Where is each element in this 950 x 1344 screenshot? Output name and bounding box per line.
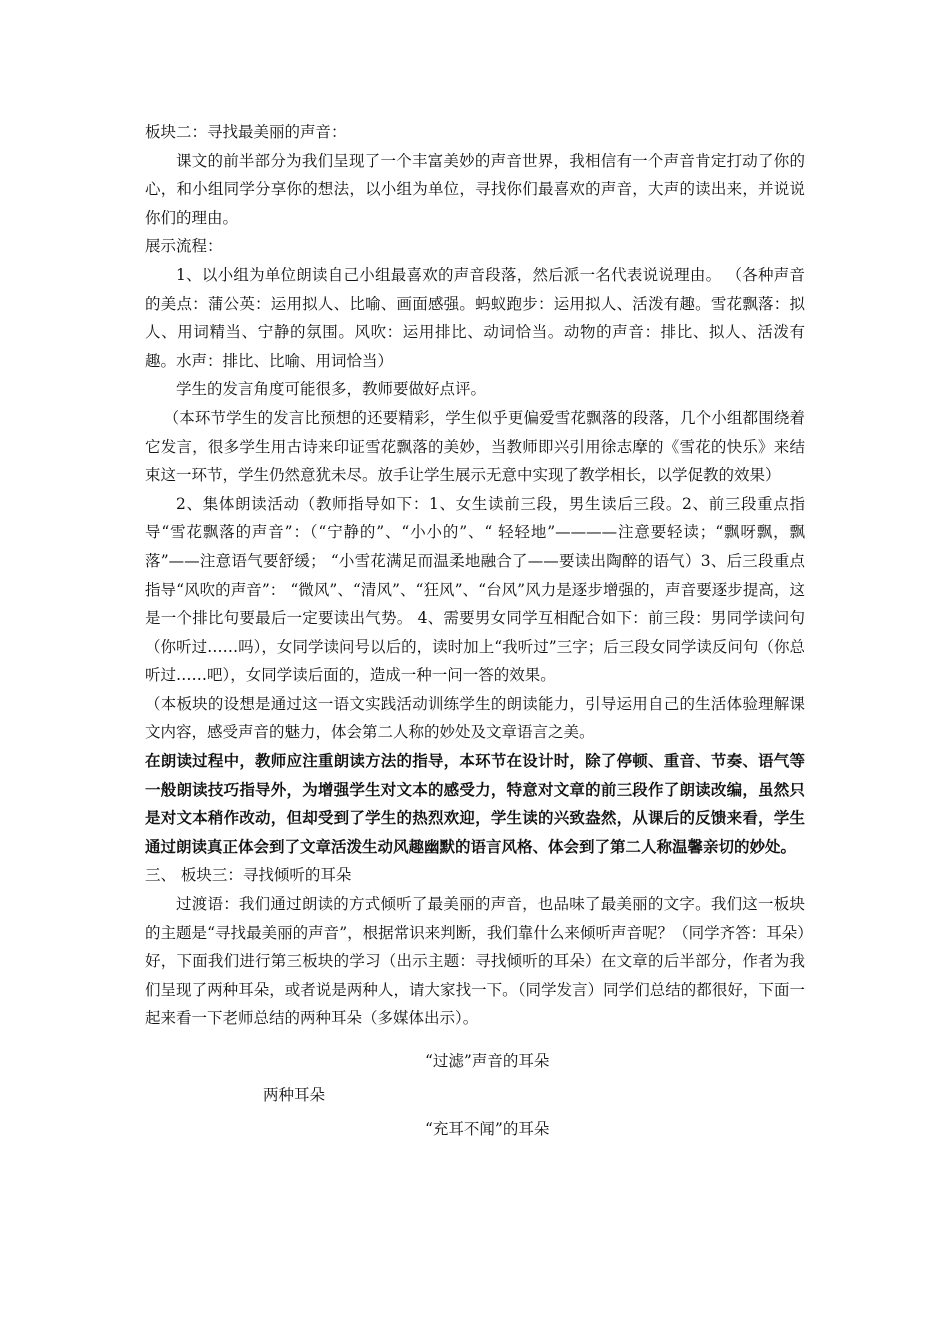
step1-note: 学生的发言角度可能很多，教师要做好点评。	[176, 380, 487, 399]
two-ears-diagram	[145, 1047, 805, 1157]
reflection1-paragraph: （本环节学生的发言比预想的还要精彩，学生似乎更偏爱雪花飘落的段落，几个小组都围绕着它发言，很多学生用古诗来印证雪花飘落的美妙，当教师即兴引用徐志摩的《雪花的快乐》来结束这一环节，学生仍然意犹未尽。放手让学生展示无意中实现了教学相长，以学促教的效果）	[145, 408, 805, 485]
section3-transition: 过渡语：我们通过朗读的方式倾听了最美丽的声音，也品味了最美丽的文字。我们这一板块的主题是“寻找最美丽的声音”，根据常识来判断，我们靠什么来倾听声音呢？（同学齐答：耳朵）好，下面我们进行第三板块的学习（出示主题：寻找倾听的耳朵）在文章的后半部分，作者为我们呈现了两种耳朵，或者说是两种人，请大家找一下。（同学发言）同学们总结的都很好，下面一起来看一下老师总结的两种耳朵（多媒体出示）。	[145, 895, 805, 1028]
section2-heading: 板块二：寻找最美丽的声音：	[145, 123, 347, 141]
diagram-center-label: 两种耳朵	[263, 1086, 326, 1104]
reflection2-paragraph: （本板块的设想是通过这一语文实践活动训练学生的朗读能力，引导运用自己的生活体验理解课文内容，感受声音的魅力，体会第二人称的妙处及文章语言之美。	[145, 694, 805, 742]
document-body	[145, 118, 805, 1157]
diagram-branch-deaf-ear: “充耳不闻”的耳朵	[425, 1120, 550, 1138]
diagram-branch-filter-ear: “过滤”声音的耳朵	[425, 1052, 550, 1070]
flow-label: 展示流程：	[145, 237, 223, 256]
bold-reflection-paragraph: 在朗读过程中，教师应注重朗读方法的指导，本环节在设计时，除了停顿、重音、节奏、语气等一般朗读技巧指导外，为增强学生对文本的感受力，特意对文章的前三段作了朗读改编，虽然只是对文本稍作改动，但却受到了学生的热烈欢迎，学生读的兴致盎然，从课后的反馈来看，学生通过朗读真正体会到了文章活泼生动风趣幽默的语言风格、体会到了第二人称温馨亲切的妙处。	[145, 751, 805, 856]
section2-intro: 课文的前半部分为我们呈现了一个丰富美妙的声音世界，我相信有一个声音肯定打动了你的心，和小组同学分享你的想法，以小组为单位，寻找你们最喜欢的声音，大声的读出来，并说说你们的理由。	[145, 151, 805, 227]
step1-paragraph: 1、以小组为单位朗读自己小组最喜欢的声音段落，然后派一名代表说说理由。 （各种声音的美点：蒲公英：运用拟人、比喻、画面感强。蚂蚁跑步：运用拟人、活泼有趣。雪花飘落：拟人、用词精当、宁静的氛围。风吹：运用排比、动词恰当。动物的声音：排比、拟人、活泼有趣。水声：排比、比喻、用词恰当）	[145, 265, 805, 370]
section3-heading: 三、 板块三：寻找倾听的耳朵	[145, 866, 352, 885]
step2-paragraph: 2、集体朗读活动（教师指导如下：1、女生读前三段，男生读后三段。2、前三段重点指导“雪花飘落的声音”：（“宁静的”、“小小的”、“ 轻轻地”————注意要轻读；“飘呀飘，飘落”——注意语气要舒缓； “小雪花满足而温柔地融合了——要读出陶醉的语气）3、后三段重点指导“风吹的声音”： “微风”、“清风”、“狂风”、“台风”风力是逐步增强的，声音要逐步提高，这是一个排比句要最后一定要读出气势。 4、需要男女同学互相配合如下：前三段：男同学读问句（你听过……吗），女同学读问号以后的，读时加上“我听过”三字；后三段女同学读反问句（你总听过……吧），女同学读后面的，造成一种一问一答的效果。	[145, 494, 805, 685]
